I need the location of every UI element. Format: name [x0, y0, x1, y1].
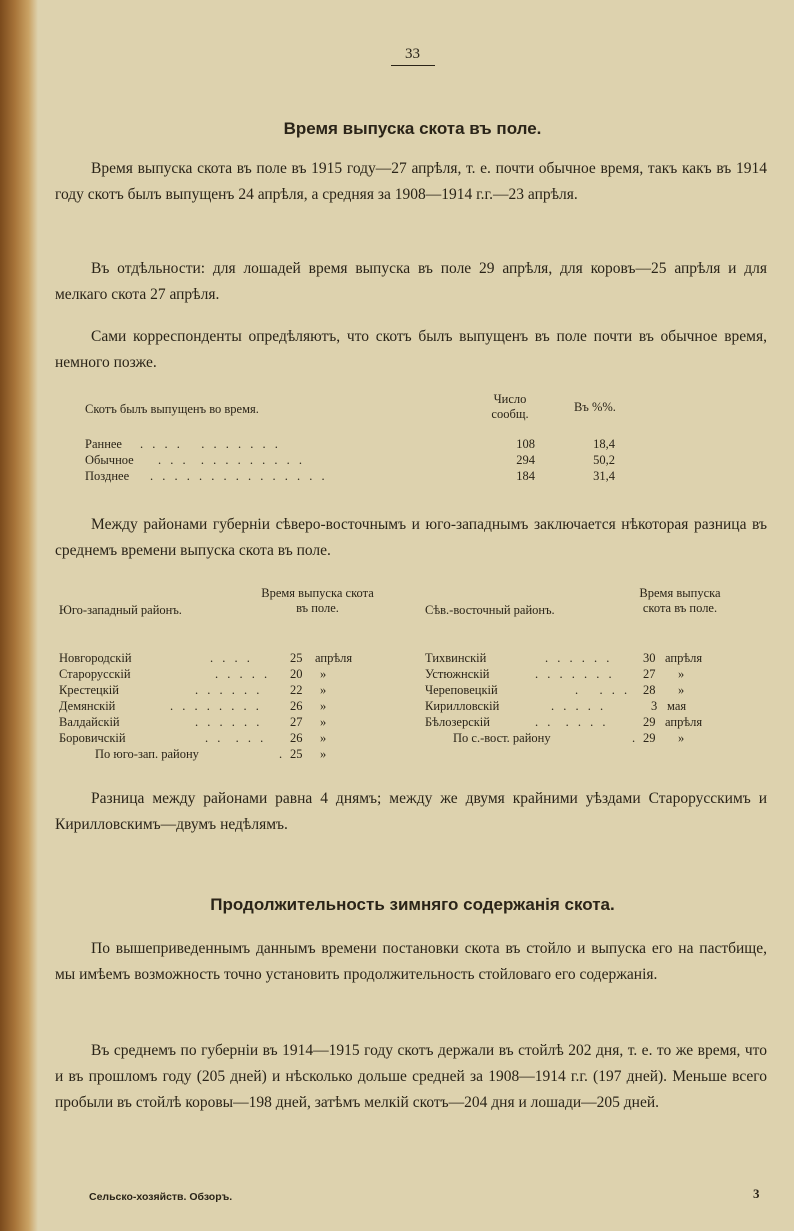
timing-table-header-label: Скотъ былъ выпущенъ во время.	[85, 402, 259, 416]
footer-publication: Сельско-хозяйств. Обзоръ.	[89, 1191, 233, 1203]
timing-table-header-percent: Въ %%.	[574, 400, 616, 414]
section-title-pasture-release: Время выпуска скота въ поле.	[283, 119, 542, 138]
page-number-rule	[391, 65, 435, 66]
ne-district-header: Сѣв.-восточный районъ.	[425, 603, 555, 617]
paragraph-correspondents: Сами корреспонденты опредѣляютъ, что скотъ былъ выпущенъ въ поле почти въ обычное время, немного позже.	[55, 328, 767, 371]
footer-signature-mark: 3	[753, 1186, 760, 1201]
sw-district-header: Юго-западный районъ.	[59, 603, 182, 617]
section-title-winter-keeping: Продолжительность зимняго содержанія скота.	[210, 895, 615, 914]
ne-time-header: Время выпуска скота въ поле.	[639, 586, 721, 615]
paragraph-district-difference: Между районами губерніи сѣверо-восточнымъ и юго-западнымъ заключается нѣкоторая разница въ среднемъ времени выпуска скота въ поле.	[55, 516, 767, 559]
paragraph-stall-duration-data: Въ среднемъ по губерніи въ 1914—1915 году скотъ держали въ стойлѣ 202 дня, т. е. то же время, что и въ прошломъ году (205 дней) и нѣсколько дольше средней за 1908—1914 г.г. (197 дней). Меньше всего пробыли въ стойлѣ коровы—198 дней, затѣмъ мелкій скотъ—204 дня и лошади—205 дней.	[55, 1042, 767, 1111]
paragraph-stall-duration-intro: По вышеприведеннымъ даннымъ времени постановки скота въ стойло и выпуска его на пастбище, мы имѣемъ возможность точно установить продолжительность стойловаго его содержанія.	[55, 940, 767, 983]
sw-time-header: Время выпуска скота въ поле.	[261, 586, 374, 615]
page: 33 Время выпуска скота въ поле. Время выпуска скота въ поле въ 1915 году—27 апрѣля, т. е. почти обычное время, такъ какъ въ 1914 году скотъ былъ выпущенъ 24 апрѣля, а средняя за 1908—1914 г.г.—23 апрѣля. Въ отдѣльности: для лошадей время выпуска въ поле 29 апрѣля, для коровъ—25 апрѣля и для мелкаго скота 27 апрѣля. Сами корреспонденты опредѣляютъ, что скотъ былъ выпущенъ въ поле почти въ обычное время, немного позже. Скотъ былъ выпущенъ во время. Число сообщ. Въ %%. Раннее . . . . . . . . . . . 108 18,4 Обычное . . . . . . . . . . . . 294 50,2 Позднее . . . . . . . . . . . . . . . 184 31,4 Между районами губерніи сѣверо-восточнымъ и юго-западнымъ заключается нѣкоторая разница въ среднемъ времени выпуска скота въ поле. Юго-западный районъ. Время выпуска скота въ поле. Сѣв.-восточный районъ. Время выпуска скота въ поле. Новгородскій . . . . 25 апрѣля Старорусскій . . . . . 20 » Крестецкій . . . . . . 22 » Демянскій . . . . . . . . 26 » Валдайскій . . . . . . 27 » Боровичскій . . . . . 26 » По юго-зап. району . 25 » Тихвинскій . . . . . . 30 апрѣля Устюжнскій . . . . . . . 27 » Череповецкій . . . . 28 » Кирилловскій . . . . . 3 мая Бѣлозерскій . . . . . . 29 апрѣля По с.-вост. району . 29 » Разница между районами равна 4 днямъ; между же двумя крайними уѣздами Старорусскимъ и Кирилловскимъ—двумъ недѣлямъ. Продолжительность зимняго содержанія скота. По вышеприведеннымъ даннымъ времени постановки скота въ стойло и выпуска его на пастбище, мы имѣемъ возможность точно установить продолжительность стойловаго его содержанія. Въ среднемъ по губерніи въ 1914—1915 году скотъ держали въ стойлѣ 202 дня, т. е. то же время, что и въ прошломъ году (205 дней) и нѣсколько дольше средней за 1908—1914 г.г. (197 дней). Меньше всего пробыли въ стойлѣ коровы—198 дней, затѣмъ мелкій скотъ—204 дня и лошади—205 дней. Сельско-хозяйств. Обзоръ. 3	[55, 0, 770, 1231]
paragraph-release-date: Время выпуска скота въ поле въ 1915 году—27 апрѣля, т. е. почти обычное время, такъ какъ въ 1914 году скотъ былъ выпущенъ 24 апрѣля, а средняя за 1908—1914 г.г.—23 апрѣля.	[55, 160, 767, 203]
book-spine-edge	[0, 0, 38, 1231]
paragraph-by-animal: Въ отдѣльности: для лошадей время выпуска въ поле 29 апрѣля, для коровъ—25 апрѣля и для мелкаго скота 27 апрѣля.	[55, 260, 767, 303]
timing-table-header-count: Число сообщ.	[491, 392, 529, 421]
page-number: 33	[55, 46, 770, 66]
paragraph-difference-result: Разница между районами равна 4 днямъ; между же двумя крайними уѣздами Старорусскимъ и Кирилловскимъ—двумъ недѣлямъ.	[55, 790, 767, 833]
